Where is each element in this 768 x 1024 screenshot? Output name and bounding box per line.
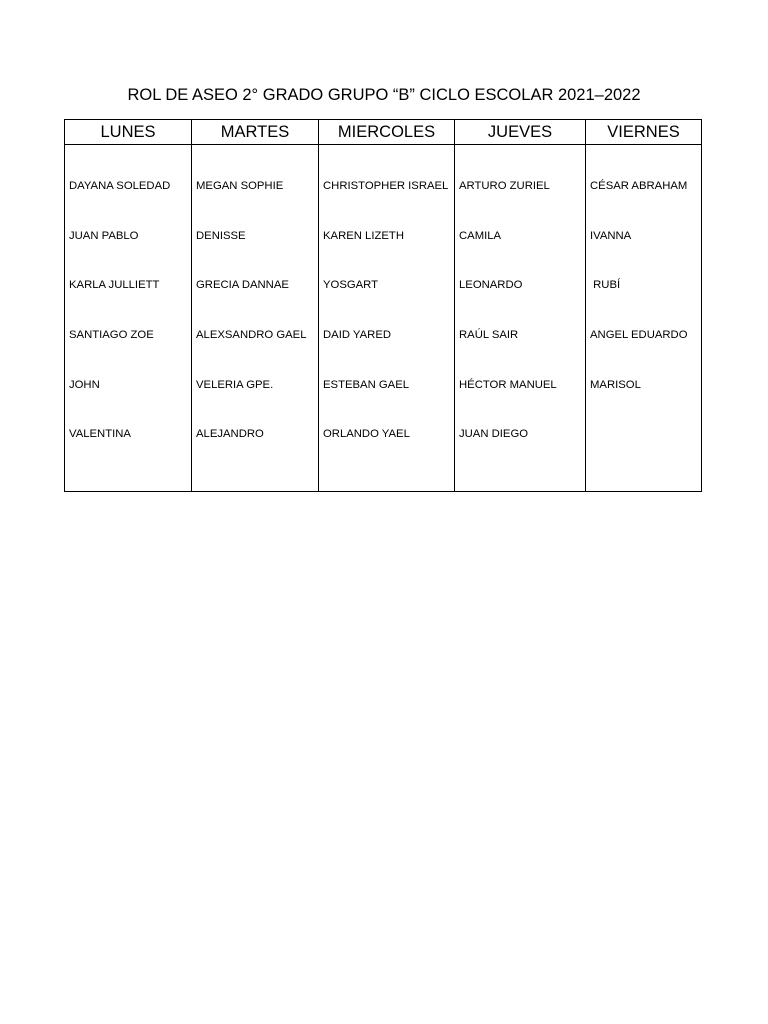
student-name: YOSGART: [323, 279, 379, 292]
student-name: ALEJANDRO: [196, 428, 264, 441]
student-name: HÉCTOR MANUEL: [459, 378, 557, 391]
student-name: DAID YARED: [323, 329, 392, 342]
cell-viernes: [586, 145, 702, 492]
header-viernes: VIERNES: [586, 120, 702, 145]
student-name: MEGAN SOPHIE: [196, 180, 284, 192]
student-name: CÉSAR ABRAHAM: [590, 180, 688, 192]
student-name: ORLANDO YAEL: [323, 428, 410, 441]
header-miercoles: MIERCOLES: [319, 120, 455, 145]
header-row: [65, 120, 702, 145]
student-name: GRECIA DANNAE: [196, 279, 289, 292]
student-name: DENISSE: [196, 229, 246, 242]
student-name: SANTIAGO ZOE: [69, 329, 154, 342]
names-list-miercoles: [319, 145, 454, 475]
names-list-viernes: [586, 145, 701, 425]
student-name: LEONARDO: [459, 279, 523, 292]
student-name: JUAN DIEGO: [459, 428, 529, 441]
page-title: ROL DE ASEO 2° GRADO GRUPO “B” CICLO ESCOLAR 2021–2022: [127, 86, 641, 104]
names-list-jueves: [455, 145, 585, 475]
cell-jueves: [455, 145, 586, 492]
names-row: [65, 145, 702, 492]
student-name: CAMILA: [459, 229, 502, 242]
student-name: VELERIA GPE.: [196, 378, 274, 391]
student-name: RAÚL SAIR: [459, 329, 519, 342]
student-name: IVANNA: [590, 229, 632, 242]
student-name: VALENTINA: [69, 428, 131, 441]
cell-lunes: [65, 145, 192, 492]
names-list-lunes: [65, 145, 191, 475]
student-name: DAYANA SOLEDAD: [69, 180, 171, 192]
student-name: JUAN PABLO: [69, 229, 139, 242]
student-name: CHRISTOPHER ISRAEL: [323, 180, 449, 192]
student-name: ANGEL EDUARDO: [590, 329, 688, 342]
student-name: MARISOL: [590, 378, 641, 391]
student-name: ESTEBAN GAEL: [323, 378, 410, 391]
student-name: ARTURO ZURIEL: [459, 180, 550, 192]
header-martes: MARTES: [192, 120, 319, 145]
student-name: KAREN LIZETH: [323, 229, 404, 242]
cell-martes: [192, 145, 319, 492]
header-lunes: LUNES: [65, 120, 192, 145]
header-jueves: JUEVES: [455, 120, 586, 145]
student-name: KARLA JULLIETT: [69, 279, 160, 292]
names-list-martes: [192, 145, 318, 475]
student-name: RUBÍ: [590, 279, 621, 292]
cleaning-roster-table: [64, 119, 702, 492]
cell-miercoles: [319, 145, 455, 492]
student-name: JOHN: [69, 378, 100, 391]
student-name: ALEXSANDRO GAEL: [196, 329, 307, 342]
